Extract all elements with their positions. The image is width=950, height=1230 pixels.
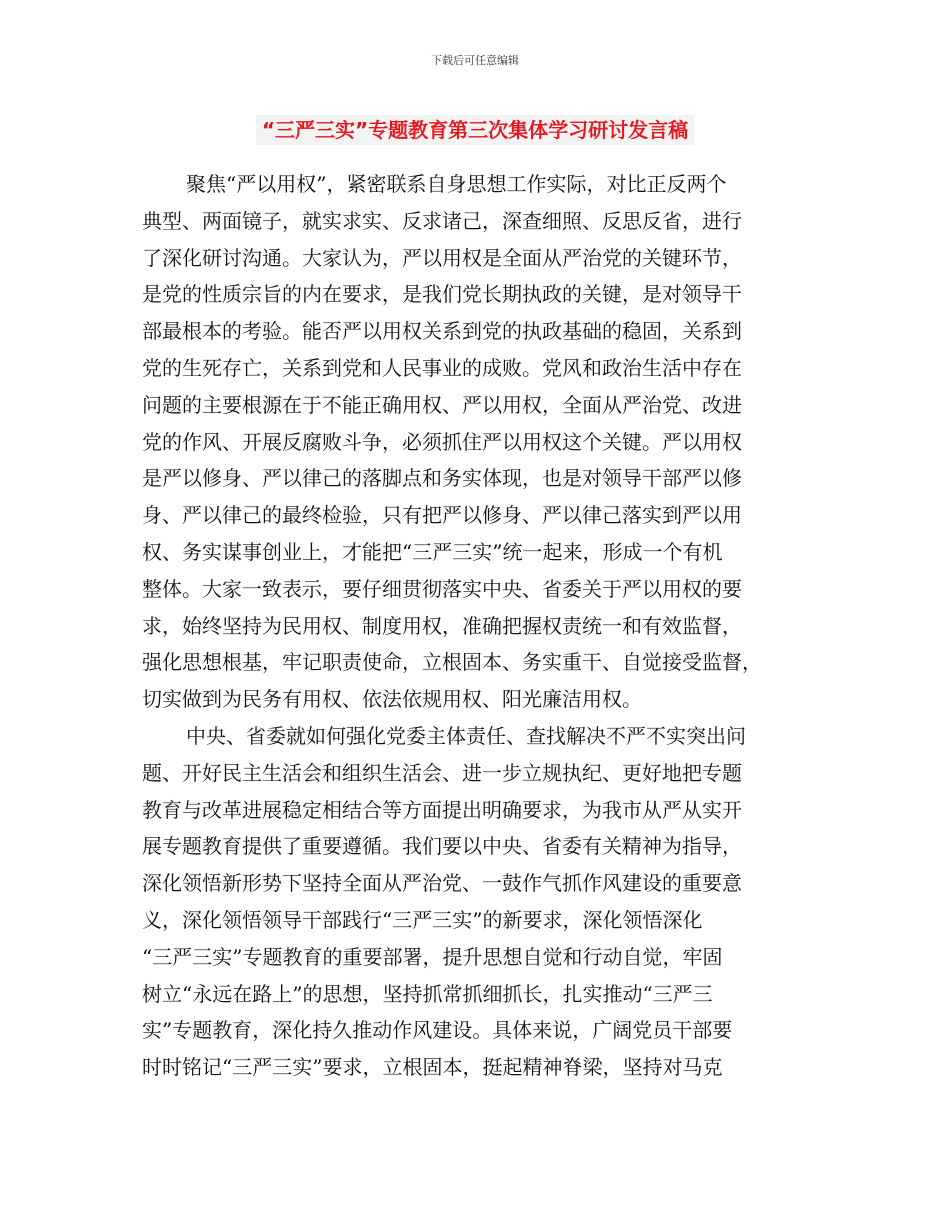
text-line: 整体。大家一致表示，要仔细贯彻落实中央、省委关于严以用权的要 — [142, 576, 742, 601]
document-title — [0, 114, 950, 143]
text-line: 了深化研讨沟通。大家认为，严以用权是全面从严治党的关键环节， — [142, 245, 742, 270]
text-line: 党的作风、开展反腐败斗争，必须抓住严以用权这个关键。严以用权 — [142, 429, 742, 454]
text-line: 党的生死存亡，关系到党和人民事业的成败。党风和政治生活中存在 — [142, 355, 742, 380]
text-line: 身、严以律己的最终检验，只有把严以修身、严以律己落实到严以用 — [142, 503, 742, 528]
text-line: 树立“永远在路上”的思想，坚持抓常抓细抓长，扎实推动“三严三 — [142, 981, 713, 1006]
text-line: 强化思想根基，牢记职责使命，立根固本、务实重干、自觉接受监督， — [142, 650, 762, 675]
header-note: 下载后可任意编辑 — [431, 54, 519, 67]
text-line: 典型、两面镜子，就实求实、反求诸己，深查细照、反思反省，进行 — [142, 208, 742, 233]
text-line: 义，深化领悟领导干部践行“三严三实”的新要求，深化领悟深化 — [142, 907, 703, 932]
text-line: 权、务实谋事创业上，才能把“三严三实”统一起来，形成一个有机 — [142, 539, 723, 564]
text-line: 实”专题教育，深化持久推动作风建设。具体来说，广阔党员干部要 — [142, 1018, 733, 1043]
text-line: 题、开好民主生活会和组织生活会、进一步立规执纪、更好地把专题 — [142, 760, 742, 785]
text-line: 聚焦“严以用权”，紧密联系自身思想工作实际，对比正反两个 — [186, 172, 727, 196]
text-line: 教育与改革进展稳定相结合等方面提出明确要求，为我市从严从实开 — [142, 797, 742, 822]
text-line: “三严三实”专题教育的重要部署，提升思想自觉和行动自觉，牢固 — [142, 944, 723, 969]
text-line: 问题的主要根源在于不能正确用权、严以用权，全面从严治党、改进 — [142, 392, 742, 417]
text-line: 是党的性质宗旨的内在要求，是我们党长期执政的关键，是对领导干 — [142, 282, 742, 307]
text-line: 是严以修身、严以律己的落脚点和务实体现，也是对领导干部严以修 — [142, 466, 742, 491]
text-line: 深化领悟新形势下坚持全面从严治党、一鼓作气抓作风建设的重要意 — [142, 871, 742, 896]
text-line: 求，始终坚持为民用权、制度用权，准确把握权责统一和有效监督， — [142, 613, 742, 638]
text-line: 中央、省委就如何强化党委主体责任、查找解决不严不实突出问 — [186, 723, 746, 748]
text-line: 切实做到为民务有用权、依法依规用权、阳光廉洁用权。 — [142, 687, 642, 712]
document-body — [142, 166, 808, 1086]
paragraph — [142, 718, 808, 1086]
text-line: 部最根本的考验。能否严以用权关系到党的执政基础的稳固，关系到 — [142, 319, 742, 344]
document-title-text: “三严三实”专题教育第三次集体学习研讨发言稿 — [256, 115, 694, 145]
text-line: 展专题教育提供了重要遵循。我们要以中央、省委有关精神为指导， — [142, 834, 742, 859]
paragraph — [142, 166, 808, 718]
text-line: 时时铭记“三严三实”要求，立根固本，挺起精神脊梁，坚持对马克 — [142, 1055, 723, 1080]
